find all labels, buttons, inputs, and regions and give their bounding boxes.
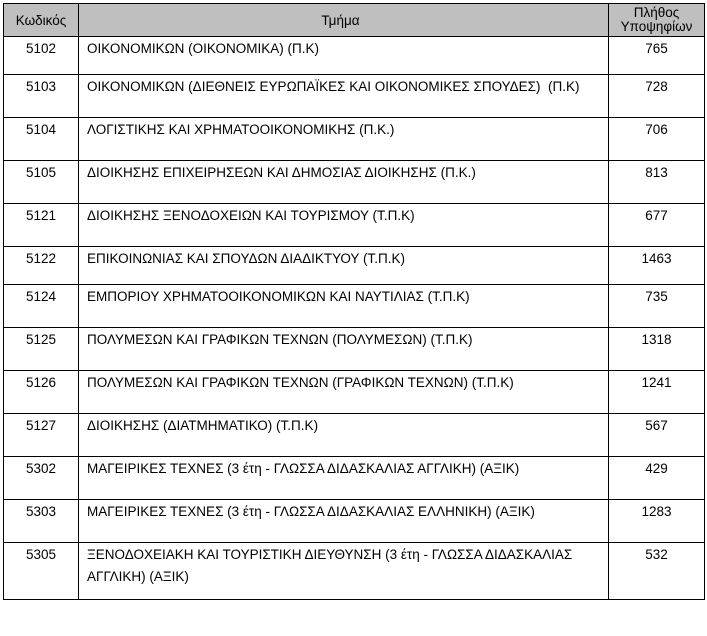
cell-department: ΜΑΓΕΙΡΙΚΕΣ ΤΕΧΝΕΣ (3 έτη - ΓΛΩΣΣΑ ΔΙΔΑΣΚΑΛΙΑΣ ΕΛΛΗΝΙΚΗ) (ΑΞΙΚ): [79, 500, 609, 543]
departments-table: [3, 3, 705, 600]
table-row: [4, 247, 705, 285]
table-row: [4, 161, 705, 204]
cell-candidates: 567: [609, 414, 705, 457]
cell-candidates: 1241: [609, 371, 705, 414]
table-header-row: [4, 4, 705, 37]
table-row: [4, 75, 705, 118]
cell-department: ΜΑΓΕΙΡΙΚΕΣ ΤΕΧΝΕΣ (3 έτη - ΓΛΩΣΣΑ ΔΙΔΑΣΚΑΛΙΑΣ ΑΓΓΛΙΚΗ) (ΑΞΙΚ): [79, 457, 609, 500]
cell-code: 5104: [4, 118, 79, 161]
cell-code: 5102: [4, 37, 79, 75]
cell-candidates: 1318: [609, 328, 705, 371]
cell-department: ΔΙΟΙΚΗΣΗΣ ΞΕΝΟΔΟΧΕΙΩΝ ΚΑΙ ΤΟΥΡΙΣΜΟΥ (Τ.Π.Κ): [79, 204, 609, 247]
cell-candidates: 1283: [609, 500, 705, 543]
header-candidates-line1: Πλήθος: [633, 5, 680, 20]
cell-candidates: 677: [609, 204, 705, 247]
cell-code: 5121: [4, 204, 79, 247]
cell-code: 5105: [4, 161, 79, 204]
header-code: Κωδικός: [4, 4, 79, 37]
table-row: [4, 500, 705, 543]
cell-department: ΟΙΚΟΝΟΜΙΚΩΝ (ΟΙΚΟΝΟΜΙΚΑ) (Π.Κ): [79, 37, 609, 75]
cell-candidates: 728: [609, 75, 705, 118]
cell-department: ΔΙΟΙΚΗΣΗΣ ΕΠΙΧΕΙΡΗΣΕΩΝ ΚΑΙ ΔΗΜΟΣΙΑΣ ΔΙΟΙΚΗΣΗΣ (Π.Κ.): [79, 161, 609, 204]
cell-department: ΛΟΓΙΣΤΙΚΗΣ ΚΑΙ ΧΡΗΜΑΤΟΟΙΚΟΝΟΜΙΚΗΣ (Π.Κ.): [79, 118, 609, 161]
cell-code: 5305: [4, 543, 79, 600]
header-department: Τμήμα: [79, 4, 609, 37]
table-row: [4, 37, 705, 75]
cell-department: ΠΟΛΥΜΕΣΩΝ ΚΑΙ ΓΡΑΦΙΚΩΝ ΤΕΧΝΩΝ (ΠΟΛΥΜΕΣΩΝ) (Τ.Π.Κ): [79, 328, 609, 371]
table-row: [4, 371, 705, 414]
cell-department: ΠΟΛΥΜΕΣΩΝ ΚΑΙ ΓΡΑΦΙΚΩΝ ΤΕΧΝΩΝ (ΓΡΑΦΙΚΩΝ ΤΕΧΝΩΝ) (Τ.Π.Κ): [79, 371, 609, 414]
cell-code: 5103: [4, 75, 79, 118]
cell-code: 5124: [4, 285, 79, 328]
table-row: [4, 285, 705, 328]
cell-candidates: 735: [609, 285, 705, 328]
table-row: [4, 414, 705, 457]
cell-department: ΔΙΟΙΚΗΣΗΣ (ΔΙΑΤΜΗΜΑΤΙΚΟ) (Τ.Π.Κ): [79, 414, 609, 457]
cell-candidates: 1463: [609, 247, 705, 285]
cell-candidates: 532: [609, 543, 705, 600]
cell-candidates: 765: [609, 37, 705, 75]
cell-candidates: 813: [609, 161, 705, 204]
table-row: [4, 543, 705, 600]
header-candidates-line2: Υποψηφίων: [620, 19, 693, 34]
cell-department: ΕΠΙΚΟΙΝΩΝΙΑΣ ΚΑΙ ΣΠΟΥΔΩΝ ΔΙΑΔΙΚΤΥΟΥ (Τ.Π.Κ): [79, 247, 609, 285]
table-row: [4, 204, 705, 247]
cell-code: 5125: [4, 328, 79, 371]
cell-code: 5127: [4, 414, 79, 457]
table-row: [4, 457, 705, 500]
cell-department: ΞΕΝΟΔΟΧΕΙΑΚΗ ΚΑΙ ΤΟΥΡΙΣΤΙΚΗ ΔΙΕΥΘΥΝΣΗ (3 έτη - ΓΛΩΣΣΑ ΔΙΔΑΣΚΑΛΙΑΣ ΑΓΓΛΙΚΗ) (ΑΞΙΚ): [79, 543, 609, 600]
cell-department: ΕΜΠΟΡΙΟΥ ΧΡΗΜΑΤΟΟΙΚΟΝΟΜΙΚΩΝ ΚΑΙ ΝΑΥΤΙΛΙΑΣ (Τ.Π.Κ): [79, 285, 609, 328]
table-row: [4, 118, 705, 161]
cell-code: 5302: [4, 457, 79, 500]
cell-code: 5122: [4, 247, 79, 285]
cell-code: 5126: [4, 371, 79, 414]
header-candidates: [609, 4, 705, 37]
cell-department: ΟΙΚΟΝΟΜΙΚΩΝ (ΔΙΕΘΝΕΙΣ ΕΥΡΩΠΑΪΚΕΣ ΚΑΙ ΟΙΚΟΝΟΜΙΚΕΣ ΣΠΟΥΔΕΣ) (Π.Κ): [79, 75, 609, 118]
table-row: [4, 328, 705, 371]
cell-candidates: 706: [609, 118, 705, 161]
cell-candidates: 429: [609, 457, 705, 500]
cell-code: 5303: [4, 500, 79, 543]
